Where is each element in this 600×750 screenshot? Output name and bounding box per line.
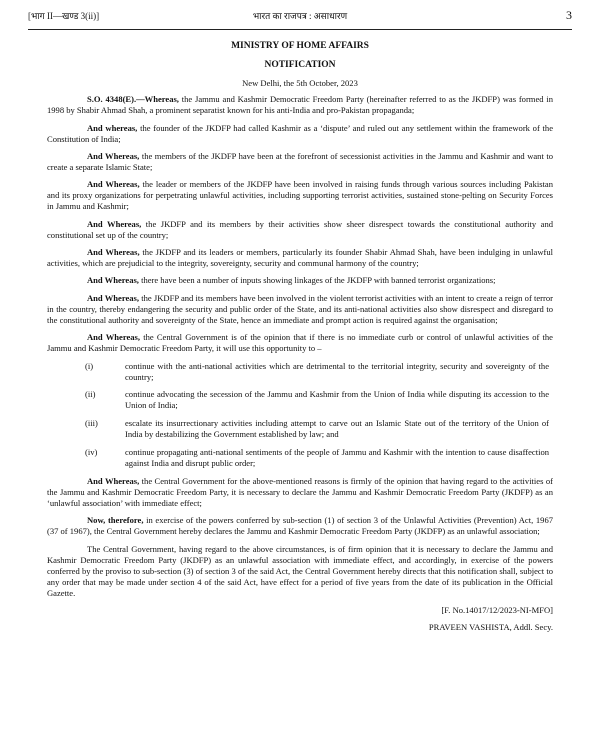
list-item-text: continue with the anti-national activities which are detrimental to the territorial integrity, security and sovereignty of the country; [125,360,549,382]
list-item [47,418,553,440]
paragraph-lead: And Whereas, [87,151,140,161]
paragraph [47,293,553,326]
paragraph-lead: And Whereas, [87,275,139,286]
notification-body [47,40,553,633]
paragraph-text: the Central Government for the above-mentioned reasons is firmly of the opinion that having regard to the activities of the Jammu and Kashmir Democratic Freedom Party, it is necessary to declare the Jammu and Kashmir Democratic Freedom Party (JKDFP) as an ‘unlawful association’ with immediate effect; [47,476,553,508]
paragraph-text: the JKDFP and its leaders or members, particularly its founder Shabir Ahmad Shah, have been indulging in unlawful activities, which are prejudicial to the integrity, sovereignty, security and communal harmony of the country; [47,247,553,268]
paragraph-lead: And Whereas, [87,476,140,487]
header-rule [28,29,572,30]
paragraph [47,275,553,286]
paragraph-text: there have been a number of inputs showing linkages of the JKDFP with banned terrorist organizations; [138,275,496,286]
file-number: [F. No.14017/12/2023-NI-MFO] [441,604,553,615]
list-item-text: continue advocating the secession of the Jammu and Kashmir from the Union of India while disputing its accession to the Union of India; [125,389,549,411]
paragraph [47,476,553,509]
list-item [47,361,553,383]
whereas-paragraphs [47,94,553,354]
paragraph-lead: And Whereas, [87,332,140,343]
paragraph-lead: Now, therefore, [87,515,144,526]
paragraph-lead: And Whereas, [87,247,140,258]
paragraph-lead: And whereas, [87,122,138,133]
signatory: PRAVEEN VASHISTA, Addl. Secy. [428,621,553,632]
paragraph [47,515,553,537]
page-number: 3 [566,8,572,22]
list-item-number: (ii) [85,389,96,400]
paragraph-text: the Central Government is of the opinion that if there is no immediate curb or control of unlawful activities of the Jammu and Kashmir Democratic Freedom Party, it will use this opportunity to – [47,332,553,354]
notification-title: NOTIFICATION [264,60,336,71]
paragraph-text: The Central Government, having regard to the above circumstances, is of firm opinion that it is necessary to declare the Jammu and Kashmir Democratic Freedom Party (JKDFP) as an unlawful association with immediate effect, and accordingly, in exercise of the powers conferred by the proviso to sub-section (3) of section 3 of the said Act, the Central Government hereby directs that this notification shall, subject to any order that may be made under section 4 of the said Act, have effect for a period of five years from the date of its publication in the Official Gazette. [47,543,553,598]
paragraph-lead: And Whereas, [87,179,140,190]
paragraph-text: the leader or members of the JKDFP have been involved in raising funds through various sources including Pakistan and its proxy organizations for perpetrating unlawful activities, including supporting terrorist activities, sustained stone-pelting on Security Forces in Jammu and Kashmir; [47,179,553,212]
list-item-number: (iii) [85,418,98,429]
list-item-number: (iv) [85,447,98,458]
list-item-number: (i) [85,360,94,371]
paragraph-text: the members of the JKDFP have been at the forefront of secessionist activities in the Jammu and Kashmir and want to create a separate Islamic State; [47,151,553,172]
paragraph [47,247,553,269]
paragraph [47,94,553,116]
dateline: New Delhi, the 5th October, 2023 [242,78,358,89]
paragraph [47,544,553,599]
paragraph [47,151,553,173]
paragraph [47,219,553,241]
paragraph-text: the Jammu and Kashmir Democratic Freedom Party (hereinafter referred to as the JKDFP) was formed in 1998 by Shabir Ahmad Shah, a prominent separatist known for his anti-India and pro-Pakistan propaganda; [47,94,553,116]
list-item [47,389,553,411]
paragraph [47,332,553,354]
list-item-text: escalate its insurrectionary activities including attempt to carve out an Islamic State out of the territory of the Union of India by destabilizing the Government established by law; and [125,418,549,440]
closing-paragraphs [47,476,553,598]
list-item-text: continue propagating anti-national sentiments of the people of Jammu and Kashmir with the intention to cause disaffection against India and disrupt public order; [125,447,549,469]
paragraph-lead: S.O. 4348(E).—Whereas, [87,94,179,105]
paragraph [47,123,553,145]
paragraph-text: the JKDFP and its members by their activities show sheer disrespect towards the constitutional authority and constitutional set up of the country; [47,218,553,240]
list-item [47,447,553,469]
ministry-heading: MINISTRY OF HOME AFFAIRS [231,41,369,51]
paragraph-text: in exercise of the powers conferred by sub-section (1) of section 3 of the Unlawful Activities (Prevention) Act, 1967 (37 of 1967), the Central Government hereby declares the Jammu and Kashmir Democratic Freedom Party (JKDFP) as an unlawful association; [47,515,553,537]
gazette-title: भारत का राजपत्र : असाधारण [252,11,348,21]
paragraph-text: the JKDFP and its members have been involved in the violent terrorist activities with an intent to create a reign of terror in the country, thereby endangering the security and public order of the State, and its anti-national activities also show disrespect and disregard to the constitutional authority and sovereignty of the State, hence an immediate and prompt action is required against the organisation; [47,292,553,325]
paragraph-lead: And Whereas, [87,292,140,303]
paragraph-text: the founder of the JKDFP had called Kashmir as a ‘dispute’ and ruled out any settlement within the framework of the Constitution of India; [47,122,553,144]
part-section-label: [भाग II—खण्ड 3(ii)] [28,11,100,21]
paragraph [47,179,553,212]
opportunity-list [47,361,553,470]
gazette-header [28,7,572,27]
paragraph-lead: And Whereas, [87,218,142,229]
